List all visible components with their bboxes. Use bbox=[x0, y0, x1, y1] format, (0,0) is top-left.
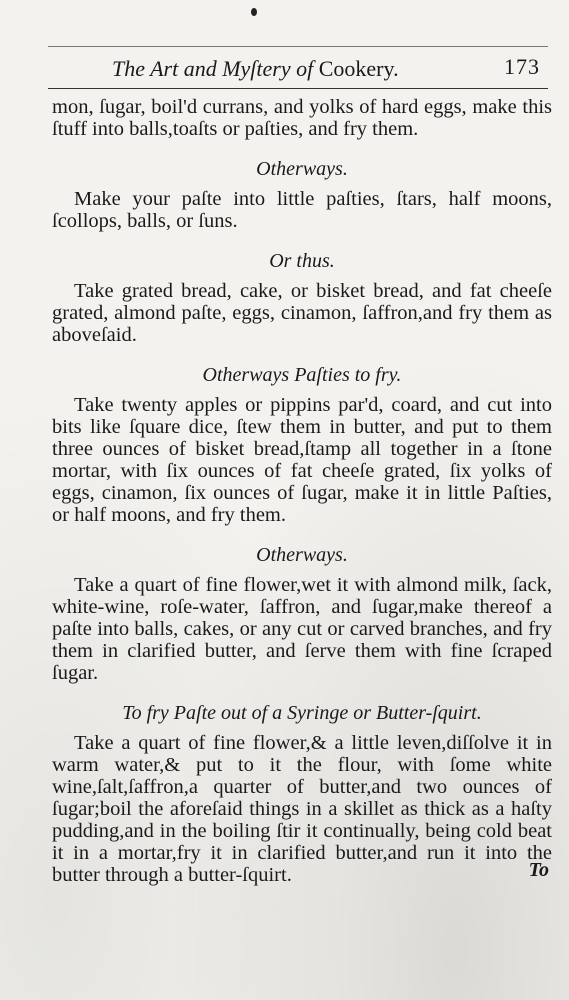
catchword: To bbox=[528, 859, 549, 881]
page-number: 173 bbox=[504, 54, 540, 79]
recipe-heading: Or thus. bbox=[269, 250, 335, 272]
running-title bbox=[112, 56, 399, 82]
recipe-paragraph: Make your paſte into little paſties, ſtars, half moons, ſcollops, balls, or ſuns. bbox=[52, 188, 552, 232]
running-title-upright: Cookery. bbox=[318, 56, 399, 81]
running-header bbox=[48, 48, 548, 89]
ink-speck bbox=[251, 8, 257, 16]
recipe-heading: Otherways. bbox=[256, 544, 348, 566]
header-top-rule bbox=[48, 46, 548, 47]
recipe-paragraph: Take twenty apples or pippins par'd, coard, and cut into bits like ſquare dice, ſtew them in butter, and put to them three ounces of bisket bread,ſtamp all together in a ſtone mortar, with ſix ounces of fat cheeſe grated, ſix yolks of eggs, cinamon, ſix ounces of ſugar, make it in little Paſties, or half moons, and fry them. bbox=[52, 394, 552, 526]
page-body bbox=[52, 96, 552, 886]
running-title-italic: The Art and Myſtery of bbox=[112, 56, 319, 81]
recipe-heading: Otherways Paſties to fry. bbox=[202, 364, 402, 386]
recipe-heading: Otherways. bbox=[256, 158, 348, 180]
recipe-paragraph: Take a quart of fine flower,wet it with almond milk, ſack, white-wine, roſe-water, ſaffron, and ſugar,make thereof a paſte into balls, cakes, or any cut or carved branches, and fry them in clarified butter, and ſerve them with fine ſcraped ſugar. bbox=[52, 574, 552, 684]
recipe-paragraph: Take grated bread, cake, or bisket bread, and fat cheeſe grated, almond paſte, eggs, cinamon, ſaffron,and fry them as aboveſaid. bbox=[52, 280, 552, 346]
continuation-paragraph: mon, ſugar, boil'd currans, and yolks of hard eggs, make this ſtuff into balls,toaſts or paſties, and fry them. bbox=[52, 96, 552, 140]
recipe-paragraph: Take a quart of fine flower,& a little leven,diſſolve it in warm water,& put to it the flour, with ſome white wine,ſalt,ſaffron,a quarter of butter,and two ounces of ſugar;boil the aforeſaid things in a skillet as thick as a haſty pudding,and in the boiling ſtir it continually, being cold beat it in a mortar,fry it in clarified butter,and run it into the butter through a butter-ſquirt. bbox=[52, 732, 552, 886]
recipe-heading: To fry Paſte out of a Syringe or Butter-ſquirt. bbox=[122, 702, 482, 724]
